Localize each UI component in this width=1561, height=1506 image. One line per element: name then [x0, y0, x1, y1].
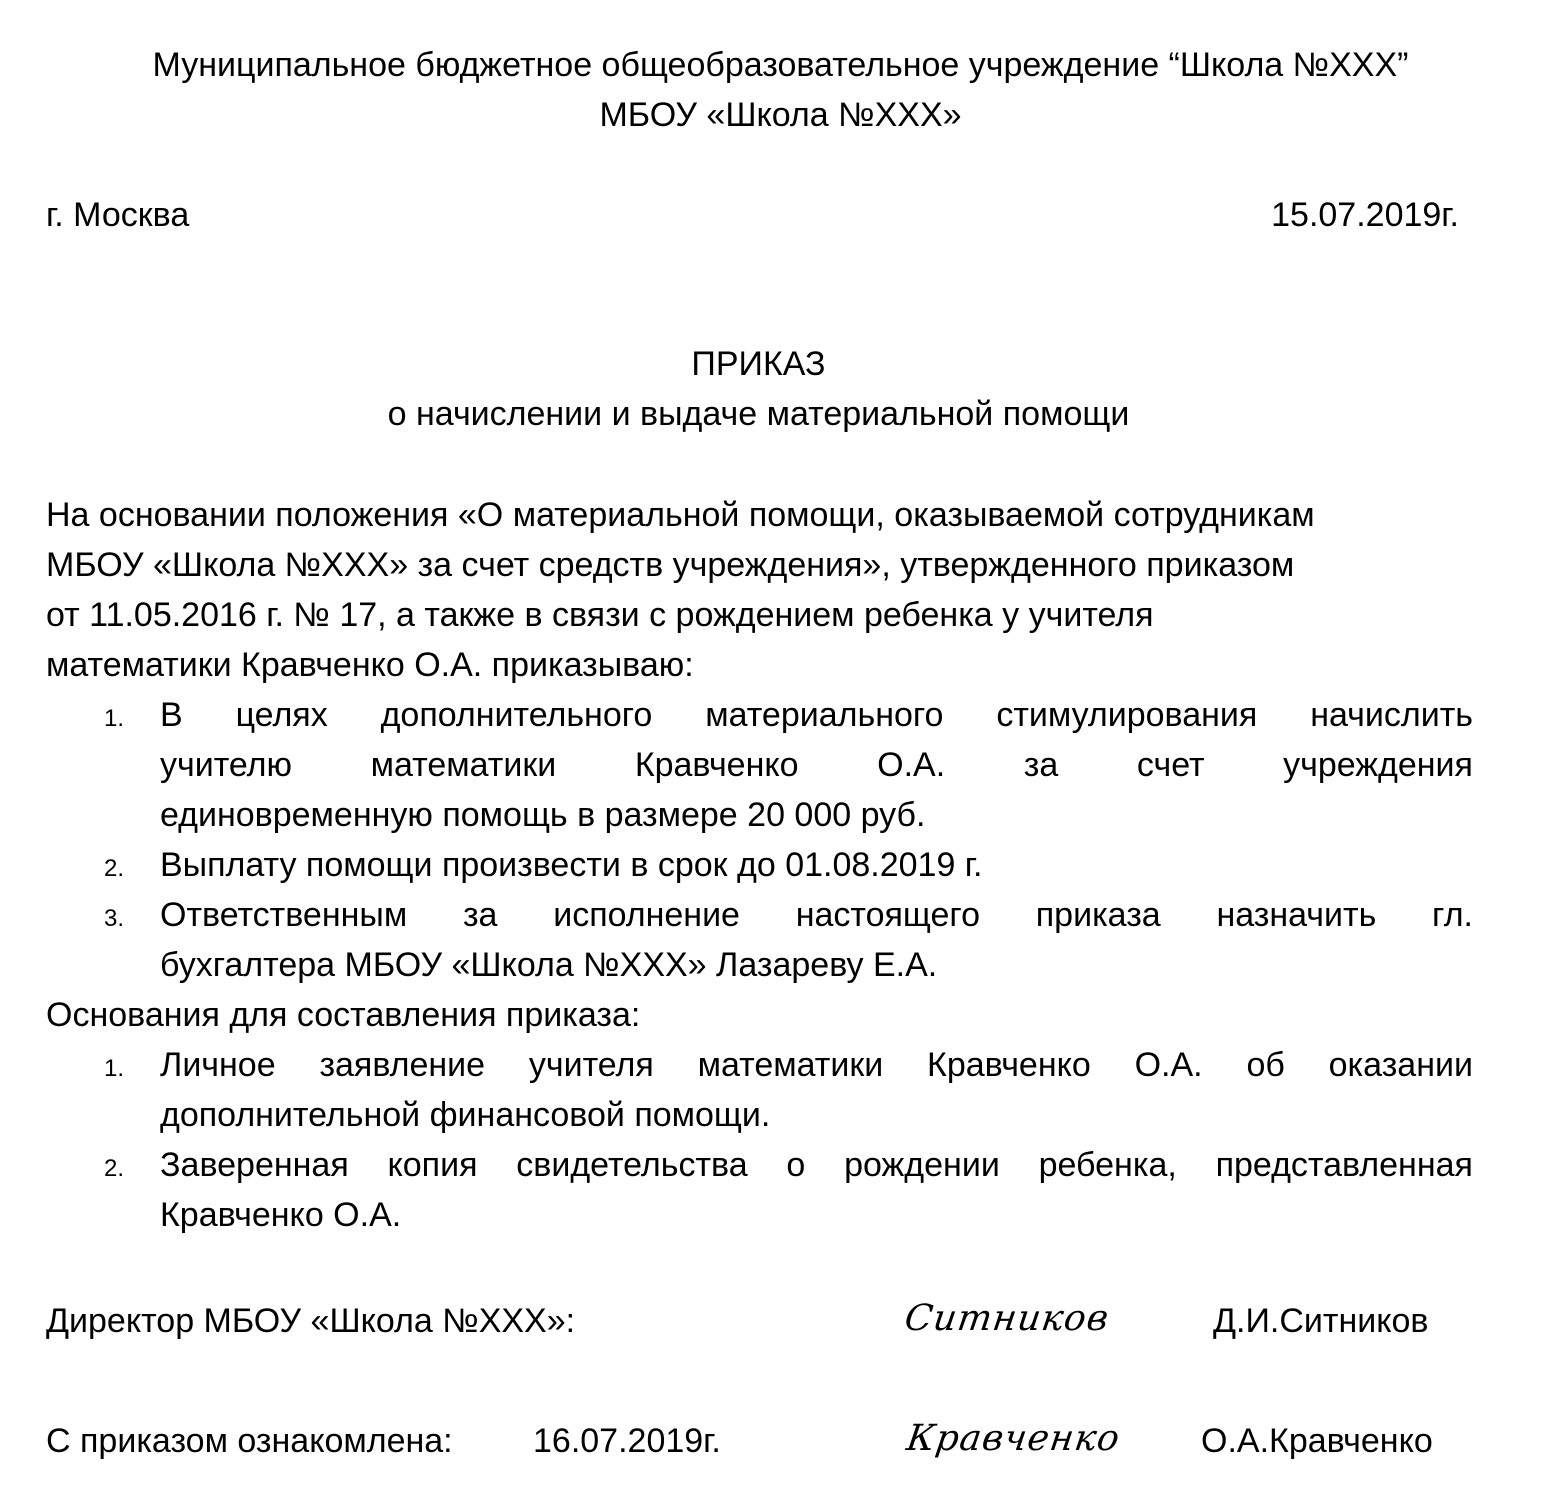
word: математики: [370, 746, 557, 784]
preamble-line: МБОУ «Школа №XXX» за счет средств учреждения», утвержденного приказом: [46, 546, 1295, 584]
word: Личное: [160, 1046, 276, 1084]
organization-short-name: МБОУ «Школа №XXX»: [599, 96, 962, 134]
word: копия: [387, 1146, 478, 1184]
director-signature: Ситников: [902, 1298, 1112, 1339]
preamble-line: На основании положения «О материальной помощи, оказываемой сотрудникам: [46, 496, 1315, 534]
word: исполнение: [553, 896, 740, 934]
document-title: ПРИКАЗ: [691, 345, 826, 383]
word: заявление: [319, 1046, 486, 1084]
acknowledgement-label: С приказом ознакомлена:: [46, 1422, 453, 1460]
word: материального: [705, 696, 944, 734]
list-item-text: [160, 696, 1473, 735]
list-item-text: [160, 1146, 1473, 1185]
word: оказании: [1328, 1046, 1473, 1084]
word: ребенка,: [1038, 1146, 1177, 1184]
word: за: [1023, 746, 1059, 784]
word: Заверенная: [160, 1146, 349, 1184]
word: Ответственным: [160, 896, 408, 934]
word: математики: [697, 1046, 884, 1084]
list-item-text: бухгалтера МБОУ «Школа №XXX» Лазареву Е.А.: [160, 946, 938, 984]
word: дополнительного: [380, 696, 653, 734]
list-number: 1.: [104, 705, 125, 732]
city: г. Москва: [46, 196, 190, 234]
preamble-line: от 11.05.2016 г. № 17, а также в связи с рождением ребенка у учителя: [46, 596, 1154, 634]
document-subtitle: о начислении и выдаче материальной помощи: [387, 395, 1130, 433]
list-item-text: Кравченко О.А.: [160, 1196, 402, 1234]
word: приказа: [1035, 896, 1161, 934]
organization-full-name: Муниципальное бюджетное общеобразовательное учреждение “Школа №XXX”: [152, 46, 1409, 84]
list-item-text: [160, 896, 1473, 935]
word: о: [786, 1146, 806, 1184]
word: Кравченко: [634, 746, 799, 784]
list-item-text: [160, 746, 1473, 785]
acknowledgement-name: О.А.Кравченко: [1201, 1422, 1433, 1460]
list-number: 1.: [104, 1055, 125, 1082]
word: О.А.: [1134, 1046, 1203, 1084]
word: за: [462, 896, 498, 934]
word: О.А.: [877, 746, 946, 784]
order-date: 15.07.2019г.: [1271, 196, 1459, 234]
preamble-line: математики Кравченко О.А. приказываю:: [46, 646, 694, 684]
word: учреждения: [1283, 746, 1473, 784]
list-item-text: [160, 1046, 1473, 1085]
word: гл.: [1432, 896, 1473, 934]
word: стимулирования: [996, 696, 1258, 734]
word: настоящего: [795, 896, 980, 934]
word: счет: [1136, 746, 1205, 784]
acknowledgement-date: 16.07.2019г.: [533, 1422, 721, 1460]
word: рождении: [844, 1146, 1000, 1184]
list-item-text: дополнительной финансовой помощи.: [160, 1096, 771, 1134]
word: учителю: [160, 746, 293, 784]
list-number: 2.: [104, 855, 125, 882]
word: об: [1246, 1046, 1285, 1084]
list-number: 2.: [104, 1155, 125, 1182]
word: учителя: [528, 1046, 654, 1084]
director-label: Директор МБОУ «Школа №XXX»:: [46, 1302, 576, 1340]
list-item-text: единовременную помощь в размере 20 000 руб.: [160, 796, 926, 834]
word: начислить: [1310, 696, 1473, 734]
word: Кравченко: [927, 1046, 1091, 1084]
word: назначить: [1216, 896, 1377, 934]
word: представленная: [1215, 1146, 1473, 1184]
word: свидетельства: [516, 1146, 748, 1184]
word: В: [160, 696, 183, 734]
list-item-text: Выплату помощи произвести в срок до 01.08.2019 г.: [160, 846, 983, 884]
acknowledgement-signature: Кравченко: [904, 1418, 1123, 1459]
director-name: Д.И.Ситников: [1213, 1302, 1429, 1340]
word: целях: [235, 696, 328, 734]
list-number: 3.: [104, 905, 125, 932]
grounds-heading: Основания для составления приказа:: [46, 996, 641, 1034]
